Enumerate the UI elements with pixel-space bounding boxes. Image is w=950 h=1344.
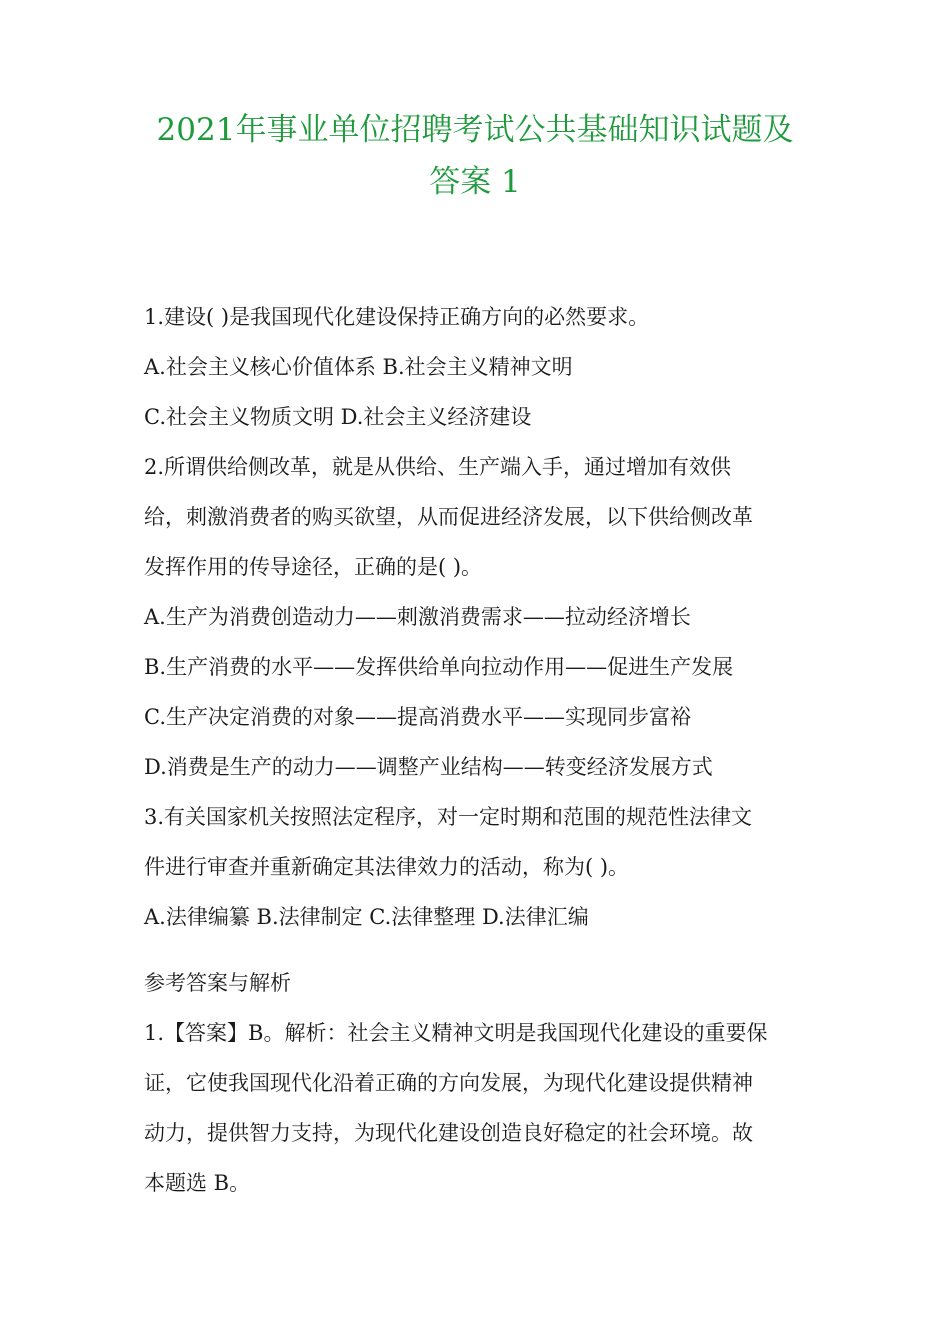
- question-2-option-d: D.消费是生产的动力——调整产业结构——转变经济发展方式: [144, 755, 713, 779]
- answers-heading: 参考答案与解析: [144, 971, 291, 995]
- question-3-stem-line-2: 件进行审查并重新确定其法律效力的活动，称为( )。: [144, 855, 630, 879]
- answer-1-line-1: 1.【答案】B。解析：社会主义精神文明是我国现代化建设的重要保: [144, 1021, 768, 1045]
- answer-1-line-4: 本题选 B。: [144, 1171, 251, 1195]
- document-body: [144, 292, 810, 1208]
- question-1-option-cd: C.社会主义物质文明 D.社会主义经济建设: [144, 405, 532, 429]
- question-2-option-c: C.生产决定消费的对象——提高消费水平——实现同步富裕: [144, 705, 691, 729]
- question-2-option-a: A.生产为消费创造动力——刺激消费需求——拉动经济增长: [144, 605, 691, 629]
- question-2-stem-line-2: 给，刺激消费者的购买欲望，从而促进经济发展，以下供给侧改革: [144, 505, 753, 529]
- answer-1-line-2: 证，它使我国现代化沿着正确的方向发展，为现代化建设提供精神: [144, 1071, 753, 1095]
- title-line-1: 2021年事业单位招聘考试公共基础知识试题及: [156, 112, 794, 148]
- question-3-options: A.法律编纂 B.法律制定 C.法律整理 D.法律汇编: [144, 905, 589, 929]
- answer-1-line-3: 动力，提供智力支持，为现代化建设创造良好稳定的社会环境。故: [144, 1121, 753, 1145]
- question-2-stem-line-1: 2.所谓供给侧改革，就是从供给、生产端入手，通过增加有效供: [144, 455, 732, 479]
- question-1-option-ab: A.社会主义核心价值体系 B.社会主义精神文明: [144, 355, 573, 379]
- question-3-stem-line-1: 3.有关国家机关按照法定程序，对一定时期和范围的规范性法律文: [144, 805, 753, 829]
- title-line-2: 答案 1: [429, 164, 521, 200]
- question-2-stem-line-3: 发挥作用的传导途径，正确的是( )。: [144, 555, 483, 579]
- question-1-stem: 1.建设( )是我国现代化建设保持正确方向的必然要求。: [144, 305, 650, 329]
- question-2-option-b: B.生产消费的水平——发挥供给单向拉动作用——促进生产发展: [144, 655, 734, 679]
- document-title: [0, 104, 950, 208]
- section-gap: [144, 942, 810, 958]
